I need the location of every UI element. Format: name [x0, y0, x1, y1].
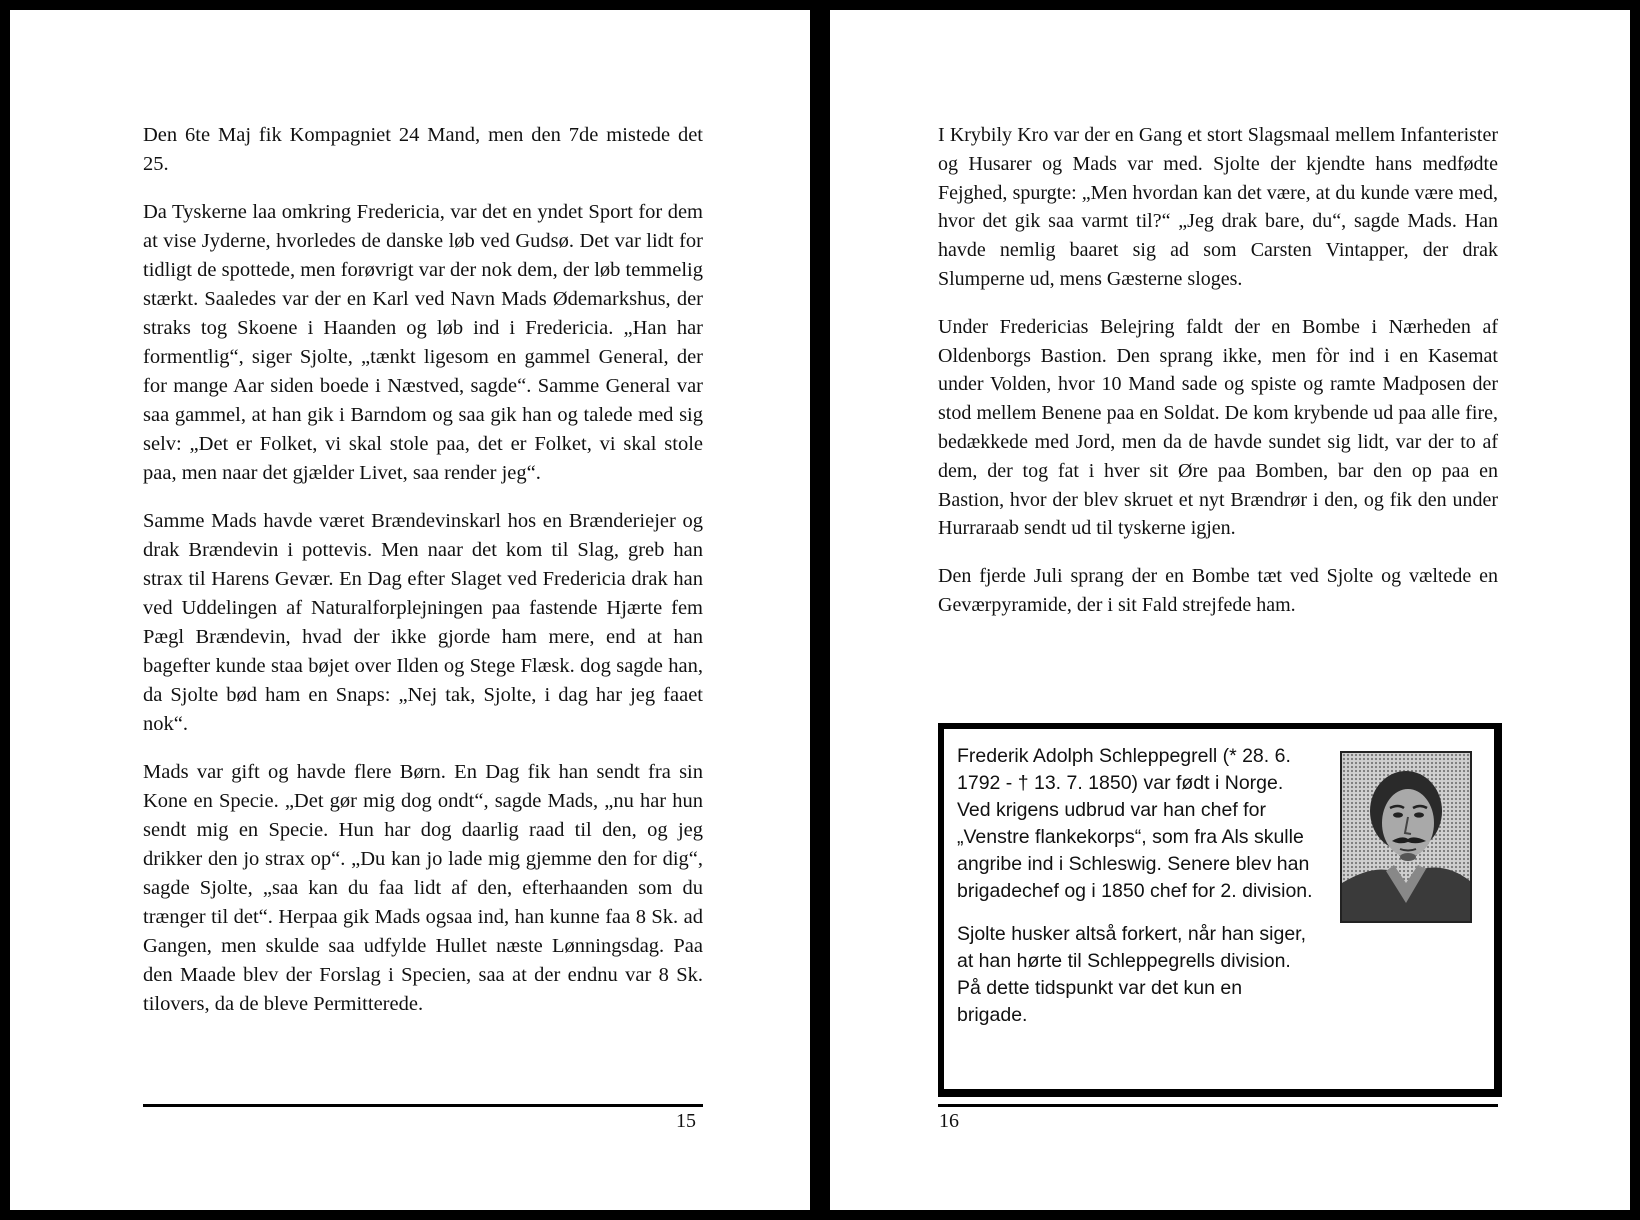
page-number: 15	[676, 1110, 696, 1132]
note-paragraph: Sjolte husker altså forkert, når han siger, at han hørte til Schleppegrells division. På dette tidspunkt var det kun en brigade.	[957, 923, 1307, 1026]
paragraph: Samme Mads havde været Brændevinskarl hos en Brænderiejer og drak Brændevin i pottevis. Men naar det kom til Slag, greb han strax til Harens Gevær. En Dag efter Slaget ved Fredericia drak han ved Uddelingen af Naturalforplejningen paa fastende Hjærte fem Pægl Brændevin, hvad der ikke gjorde ham mere, end at han bagefter kunde staa bøjet over Ilden og Stege Flæsk. dog sagde han, da Sjolte bød ham en Snaps: „Nej tak, Sjolte, i dag har jeg faaet nok“.	[143, 510, 703, 735]
footer-rule	[143, 1104, 703, 1107]
paragraph: Under Fredericias Belejring faldt der en Bombe i Nærheden af Oldenborgs Bastion. Den sprang ikke, men fòr ind i en Kasemat under Volden, hvor 10 Mand sade og spiste og ramte Madposen der stod mellem Benene paa en Soldat. De kom krybende ud paa alle fire, bedækkede med Jord, men da de havde sundet sig lidt, var der to af dem, der tog fat i hver sit Øre paa Bomben, bar den op paa en Bastion, hvor der blev skruet et nyt Brændrør i den, og fik den under Hurraraab sendt ud til tyskerne igjen.	[938, 315, 1498, 540]
portrait-photo-icon	[1340, 751, 1472, 923]
note-text	[957, 743, 1317, 1045]
right-page	[830, 10, 1630, 1210]
paragraph: I Krybily Kro var der en Gang et stort Slagsmaal mellem Infanterister og Husarer og Mads var med. Sjolte der kjendte hans medfødte Fejghed, spurgte: „Men hvordan kan det være, at du kunde være med, hvor det gik saa varmt til?“ „Jeg drak bare, du“, sagde Mads. Han havde nemlig baaret sig ad som Carsten Vintapper, der drak Slumperne ud, mens Gæsterne sloges.	[938, 124, 1498, 290]
paragraph: Den 6te Maj fik Kompagniet 24 Mand, men den 7de mistede det 25.	[143, 124, 703, 175]
paragraph: Mads var gift og havde flere Børn. En Dag fik han sendt fra sin Kone en Specie. „Det gør mig dog ondt“, sagde Mads, „nu har hun sendt mig en Specie. Hun har dog daarlig raad til den, og jeg drikker den jo strax op“. „Du kan jo lade mig gjemme den for dig“, sagde Sjolte, „saa kan du faa lidt af den, efterhaanden som du trænger til det“. Herpaa gik Mads ogsaa ind, han kunne faa 8 Sk. ad Gangen, men skulde saa udfylde Hullet næste Lønningsdag. Paa den Maade blev der Forslag i Specien, saa at der endnu var 8 Sk. tilovers, da de bleve Permitterede.	[143, 761, 703, 1015]
paragraph: Den fjerde Juli sprang der en Bombe tæt ved Sjolte og væltede en Geværpyramide, der i sit Fald strejfede ham.	[938, 565, 1498, 616]
note-paragraph: Frederik Adolph Schleppegrell (* 28. 6. 1792 - † 13. 7. 1850) var født i Norge. Ved krigens udbrud var han chef for „Venstre flankekorps“, som fra Als skulle angribe ind i Schleswig. Senere blev han brigadechef og i 1850 chef for 2. division.	[957, 745, 1313, 902]
right-page-text	[938, 121, 1498, 639]
biography-note-box	[938, 723, 1502, 1097]
page-number: 16	[939, 1110, 959, 1132]
paragraph: Da Tyskerne laa omkring Fredericia, var det en yndet Sport for dem at vise Jyderne, hvorledes de danske løb ved Gudsø. Det var lidt for tidligt de spottede, men forøvrigt var der nok dem, der løb temmelig stærkt. Saaledes var der en Karl ved Navn Mads Ødemarkshus, der straks tog Skoene i Haanden og løb ind i Fredericia. „Han har formentlig“, siger Sjolte, „tænkt ligesom en gammel General, der for mange Aar siden boede i Næstved, sagde“. Samme General var saa gammel, at han gik i Barndom og saa gik han og talede med sig selv: „Det er Folket, vi skal stole paa, det er Folket, vi skal stole paa, men naar det gjælder Livet, saa render jeg“.	[143, 201, 703, 484]
left-page	[10, 10, 810, 1210]
left-page-text	[143, 121, 703, 1038]
footer-rule	[938, 1104, 1498, 1107]
